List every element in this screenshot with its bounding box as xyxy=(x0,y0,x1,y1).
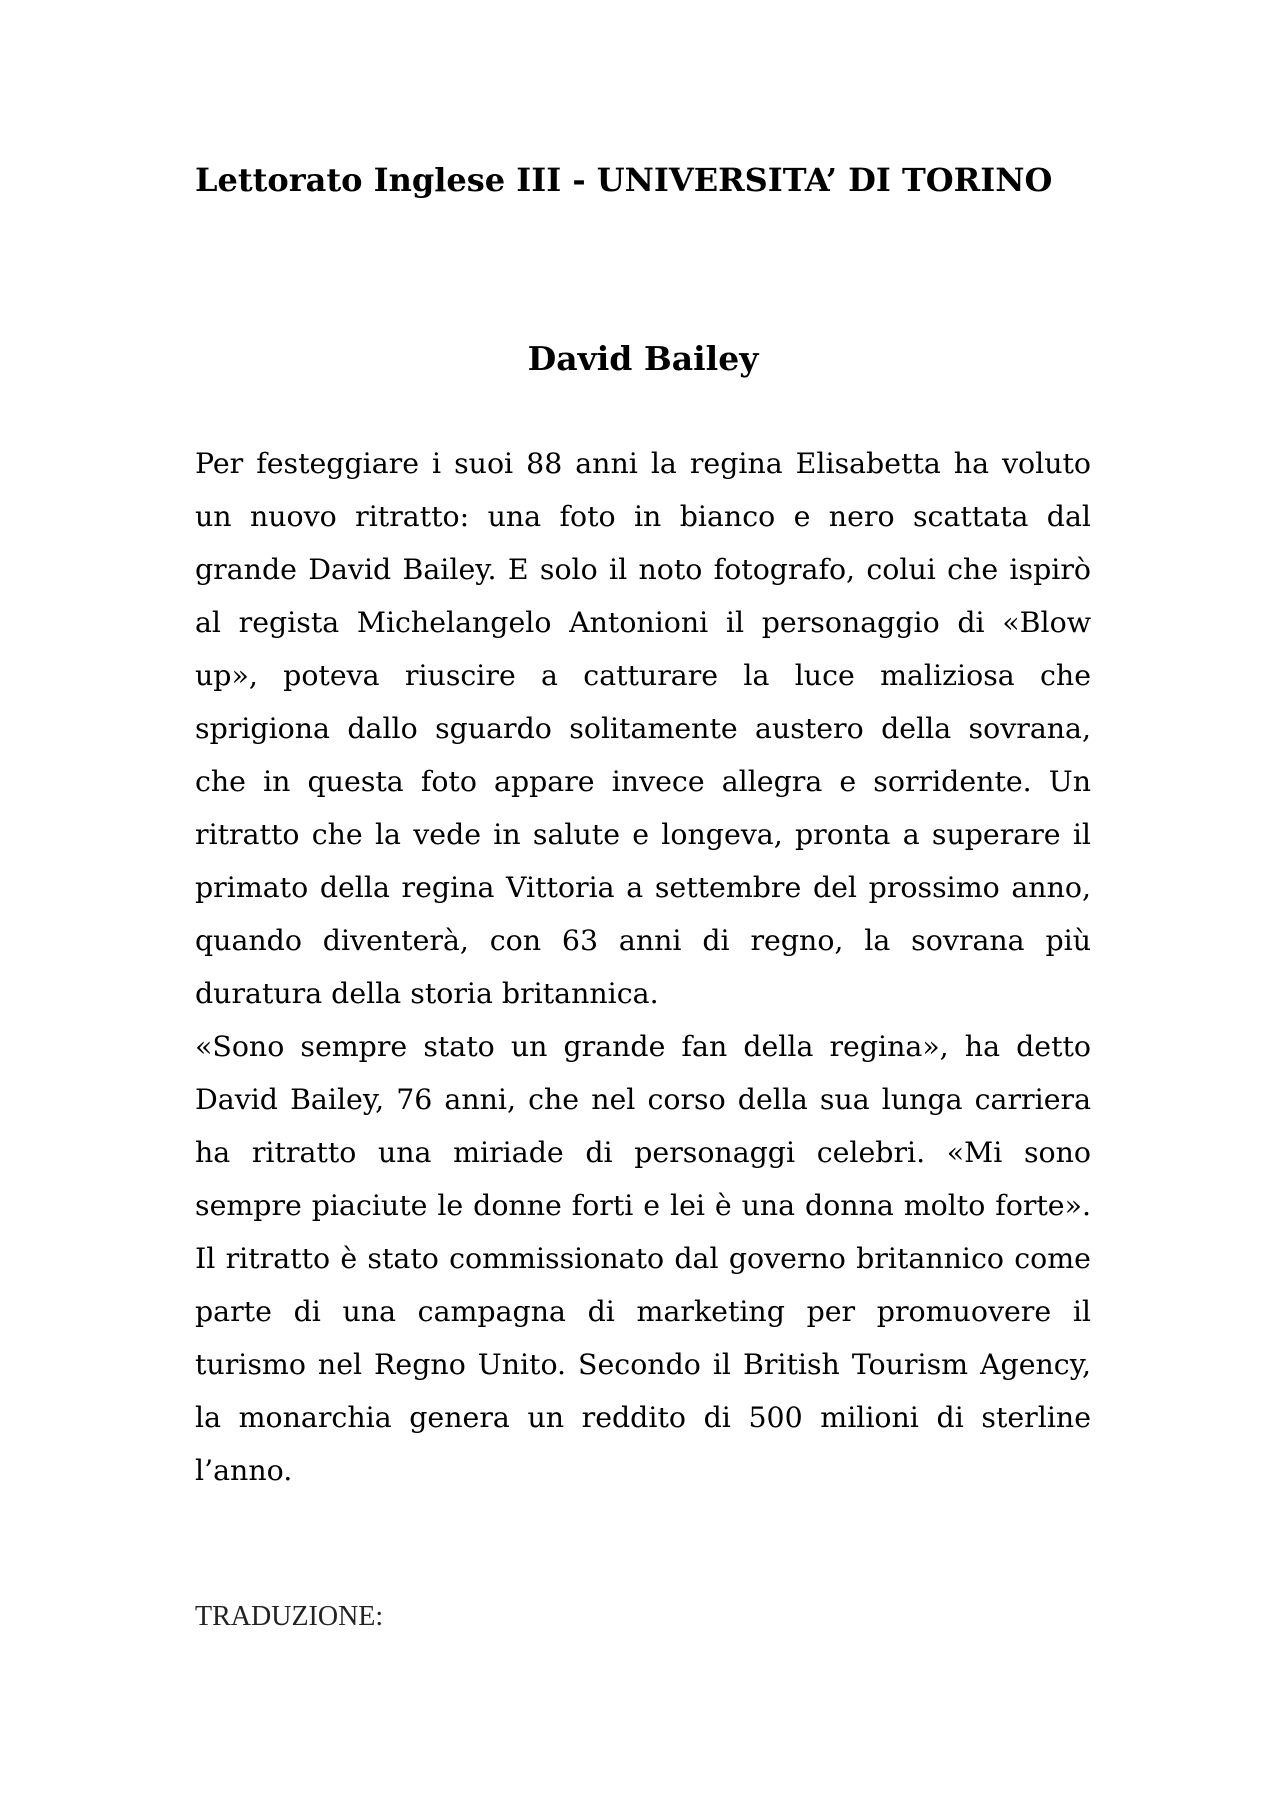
paragraph: Per festeggiare i suoi 88 anni la regina Elisabetta ha voluto un nuovo ritratto: una foto in bianco e nero scattata dal grande David Bailey. E solo il noto fotografo, colui che ispirò al regista Michelangelo Antonioni il personaggio di «Blow up», poteva riuscire a catturare la luce maliziosa che sprigiona dallo sguardo solitamente austero della sovrana, che in questa foto appare invece allegra e sorridente. Un ritratto che la vede in salute e longeva, pronta a superare il primato della regina Vittoria a settembre del prossimo anno, quando diventerà, con 63 anni di regno, la sovrana più duratura della storia britannica. xyxy=(195,447,1091,1010)
article-title: David Bailey xyxy=(527,339,759,378)
article-body xyxy=(195,437,1091,1497)
course-header: Lettorato Inglese III - UNIVERSITA’ DI TORINO xyxy=(195,161,1053,199)
translation-label: TRADUZIONE: xyxy=(195,1601,384,1632)
paragraph: «Sono sempre stato un grande fan della regina», ha detto David Bailey, 76 anni, che nel corso della sua lunga carriera ha ritratto una miriade di personaggi celebri. «Mi sono sempre piaciute le donne forti e lei è una donna molto forte». Il ritratto è stato commissionato dal governo britannico come parte di una campagna di marketing per promuovere il turismo nel Regno Unito. Secondo il British Tourism Agency, la monarchia genera un reddito di 500 milioni di sterline l’anno. xyxy=(195,1030,1091,1487)
